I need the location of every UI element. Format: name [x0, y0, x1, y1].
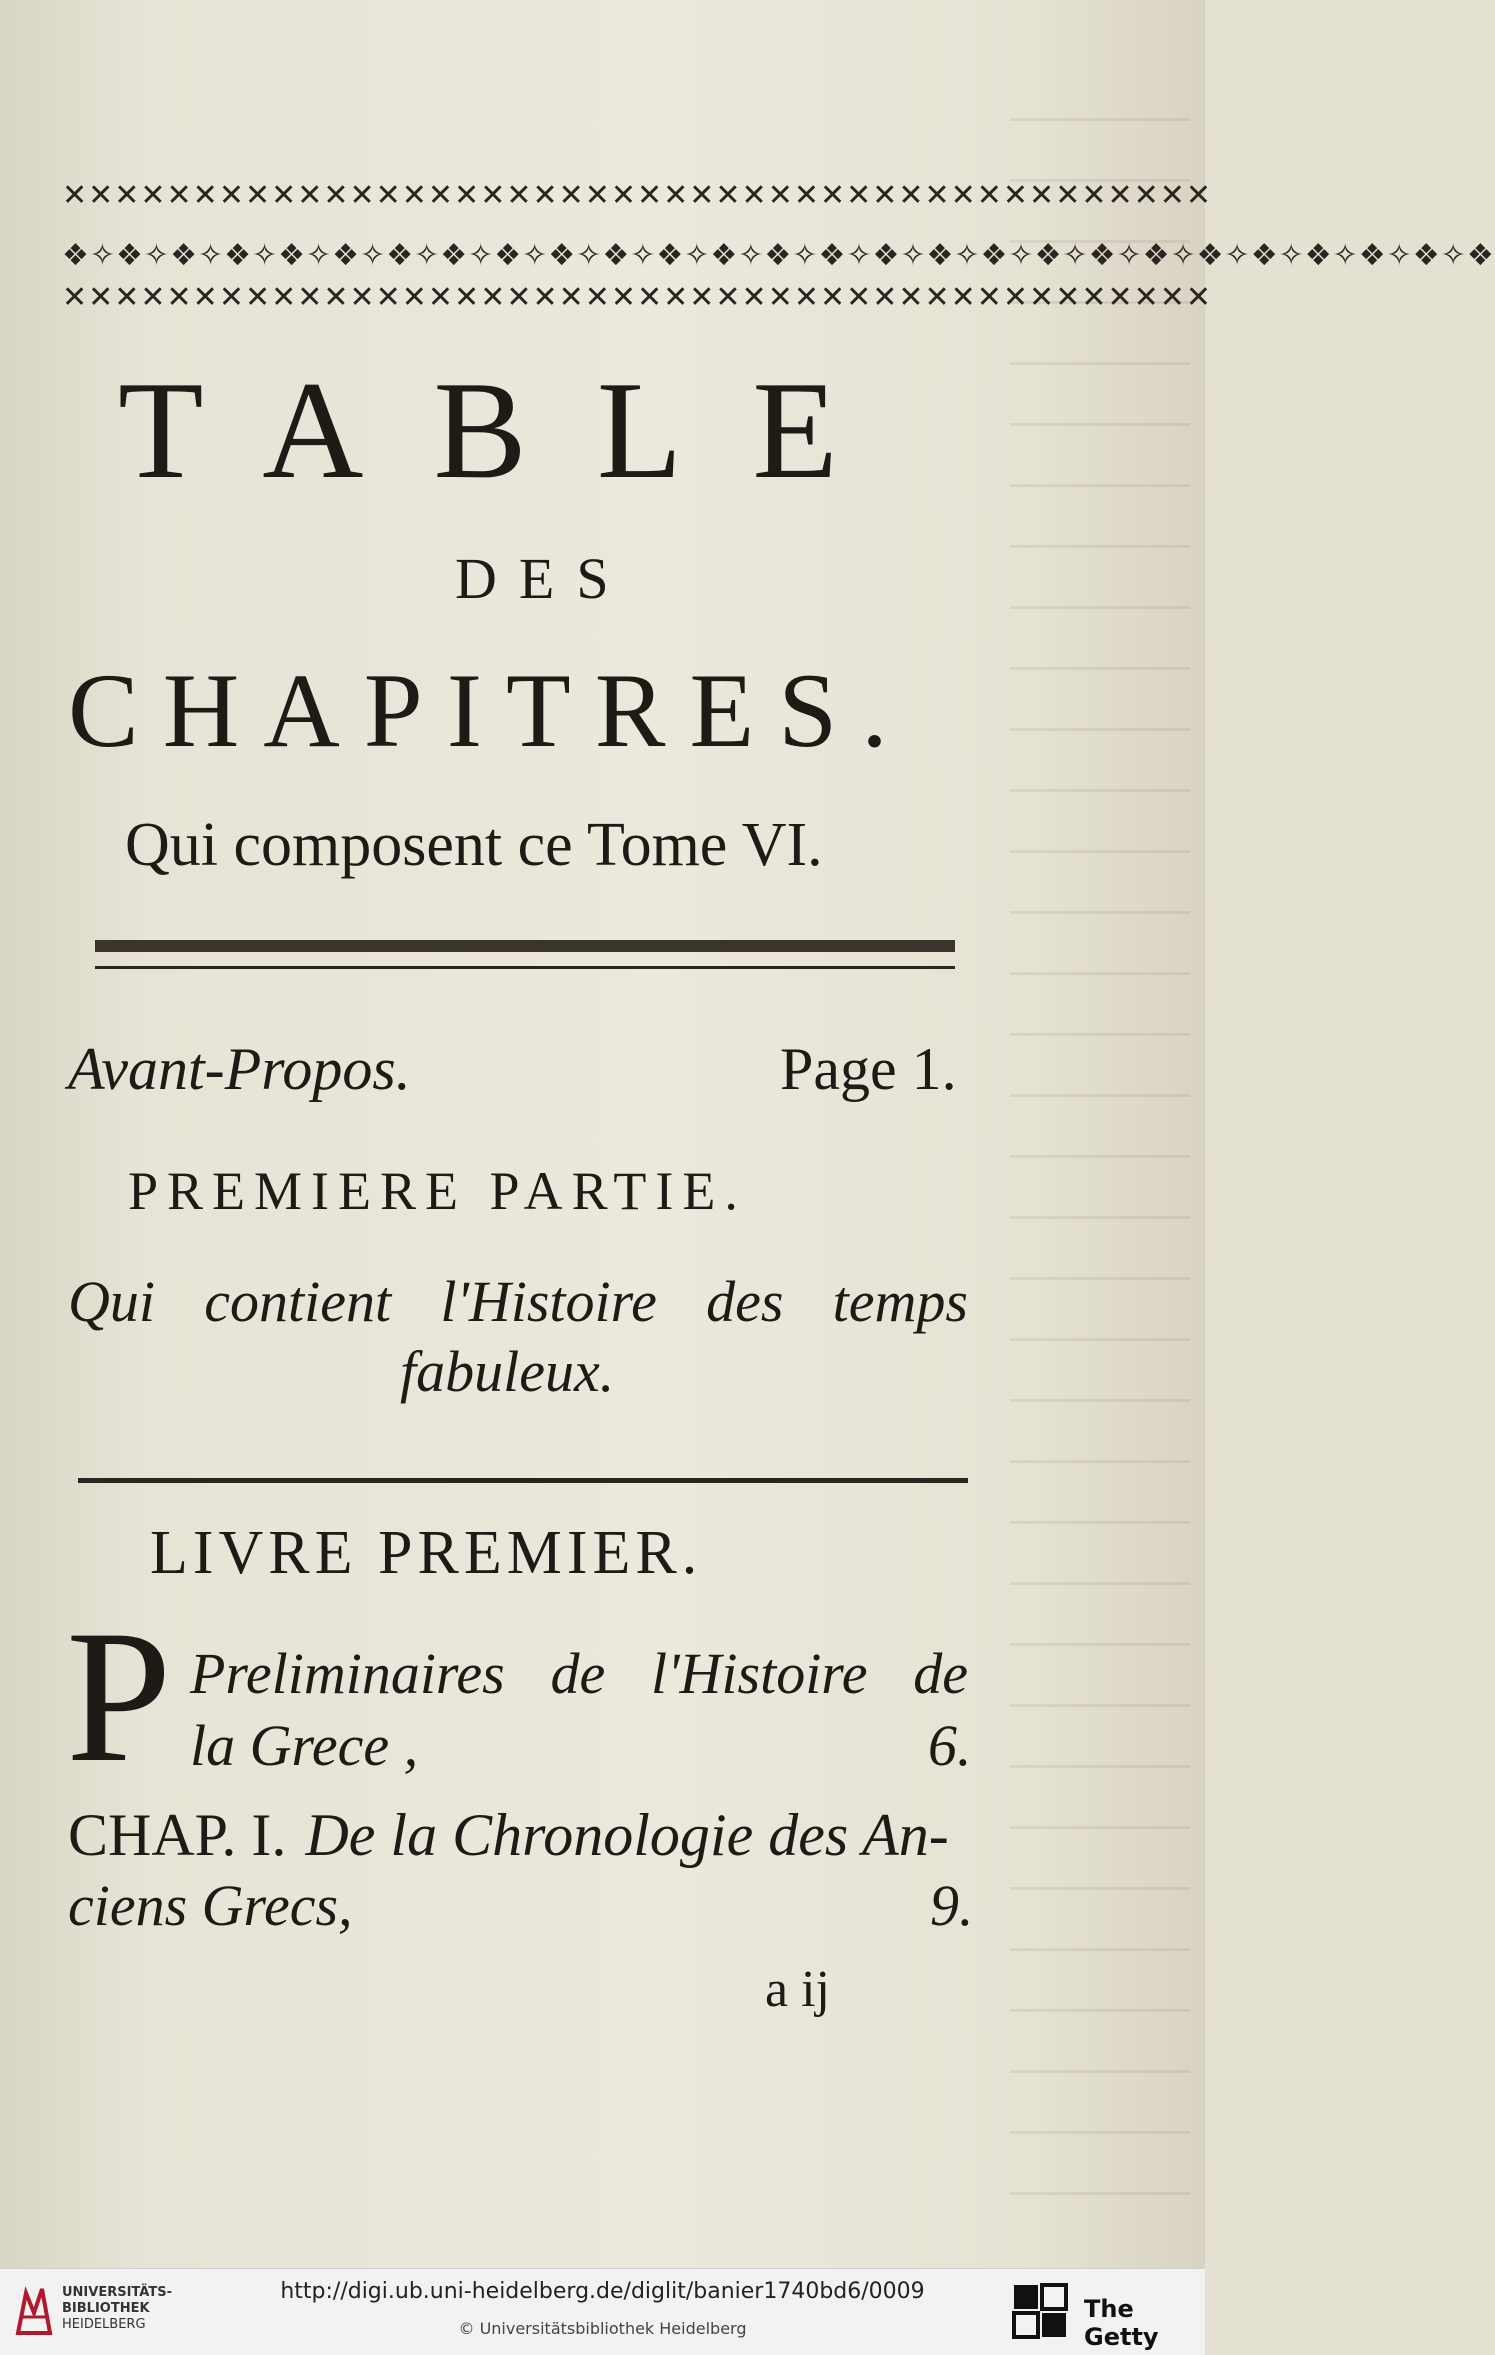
chap1-prefix: CHAP. I.: [68, 1802, 287, 1868]
thin-rule-under-heavy: [95, 966, 955, 969]
heavy-rule: [95, 940, 955, 952]
part-desc-word: Qui: [68, 1269, 155, 1334]
ornament-row-2: ❖✧❖✧❖✧❖✧❖✧❖✧❖✧❖✧❖✧❖✧❖✧❖✧❖✧❖✧❖✧❖✧❖✧❖✧❖✧❖✧❖✧❖✧❖✧❖✧❖✧❖✧❖: [62, 238, 1495, 273]
bleed-through-shadow: [1010, 60, 1190, 2210]
prelim-word: de: [913, 1641, 968, 1706]
getty-name: The Getty: [1084, 2295, 1159, 2351]
getty-logo-icon: [1012, 2283, 1068, 2339]
library-name-line1: UNIVERSITÄTS-: [62, 2285, 172, 2300]
prelim-page: 6.: [928, 1713, 972, 1778]
toc-avant-propos-page: Page 1.: [780, 1036, 957, 1102]
prelim-word: de: [550, 1641, 606, 1706]
chap1-line1: [68, 1800, 968, 1870]
chap1-line2: ciens Grecs,: [68, 1873, 353, 1938]
title-chapitres: CHAPITRES.: [68, 652, 912, 769]
drop-cap: P: [66, 1592, 172, 1802]
prelim-line2: la Grece ,: [190, 1713, 419, 1778]
part-desc-word: des: [706, 1269, 784, 1334]
prelim-line1: [190, 1640, 968, 1707]
part-heading: PREMIERE PARTIE.: [128, 1161, 747, 1221]
library-name-line2: BIBLIOTHEK: [62, 2301, 150, 2316]
prelim-word: l'Histoire: [650, 1641, 868, 1706]
subtitle: Qui composent ce Tome VI.: [125, 811, 823, 879]
prelim-word: Preliminaires: [190, 1641, 505, 1706]
permalink-url[interactable]: http://digi.ub.uni-heidelberg.de/diglit/banier1740bd6/0009: [280, 2279, 925, 2304]
title-table: TABLE: [118, 353, 908, 508]
toc-avant-propos: Avant-Propos.: [68, 1036, 411, 1102]
viewer-footer: [0, 2268, 1205, 2355]
ornament-row-3: ✕✕✕✕✕✕✕✕✕✕✕✕✕✕✕✕✕✕✕✕✕✕✕✕✕✕✕✕✕✕✕✕✕✕✕✕✕✕✕✕✕✕✕✕: [62, 280, 1213, 315]
part-desc-word: temps: [832, 1269, 968, 1334]
chap1-title: De la Chronologie des An-: [305, 1802, 949, 1868]
library-name-line3: HEIDELBERG: [62, 2317, 146, 2332]
part-description: [68, 1268, 968, 1335]
part-desc-line2: fabuleux.: [400, 1339, 615, 1404]
part-desc-word: contient: [204, 1269, 392, 1334]
ornament-row-1: ✕✕✕✕✕✕✕✕✕✕✕✕✕✕✕✕✕✕✕✕✕✕✕✕✕✕✕✕✕✕✕✕✕✕✕✕✕✕✕✕✕✕✕✕: [62, 178, 1213, 213]
copyright-text: © Universitätsbibliothek Heidelberg: [458, 2319, 747, 2338]
part-desc-word: l'Histoire: [440, 1269, 657, 1334]
section-rule: [78, 1478, 968, 1483]
title-des: DES: [455, 546, 631, 611]
signature-mark: a ij: [765, 1961, 830, 2018]
chap1-page: 9.: [930, 1873, 974, 1938]
book-heading: LIVRE PREMIER.: [150, 1519, 703, 1587]
